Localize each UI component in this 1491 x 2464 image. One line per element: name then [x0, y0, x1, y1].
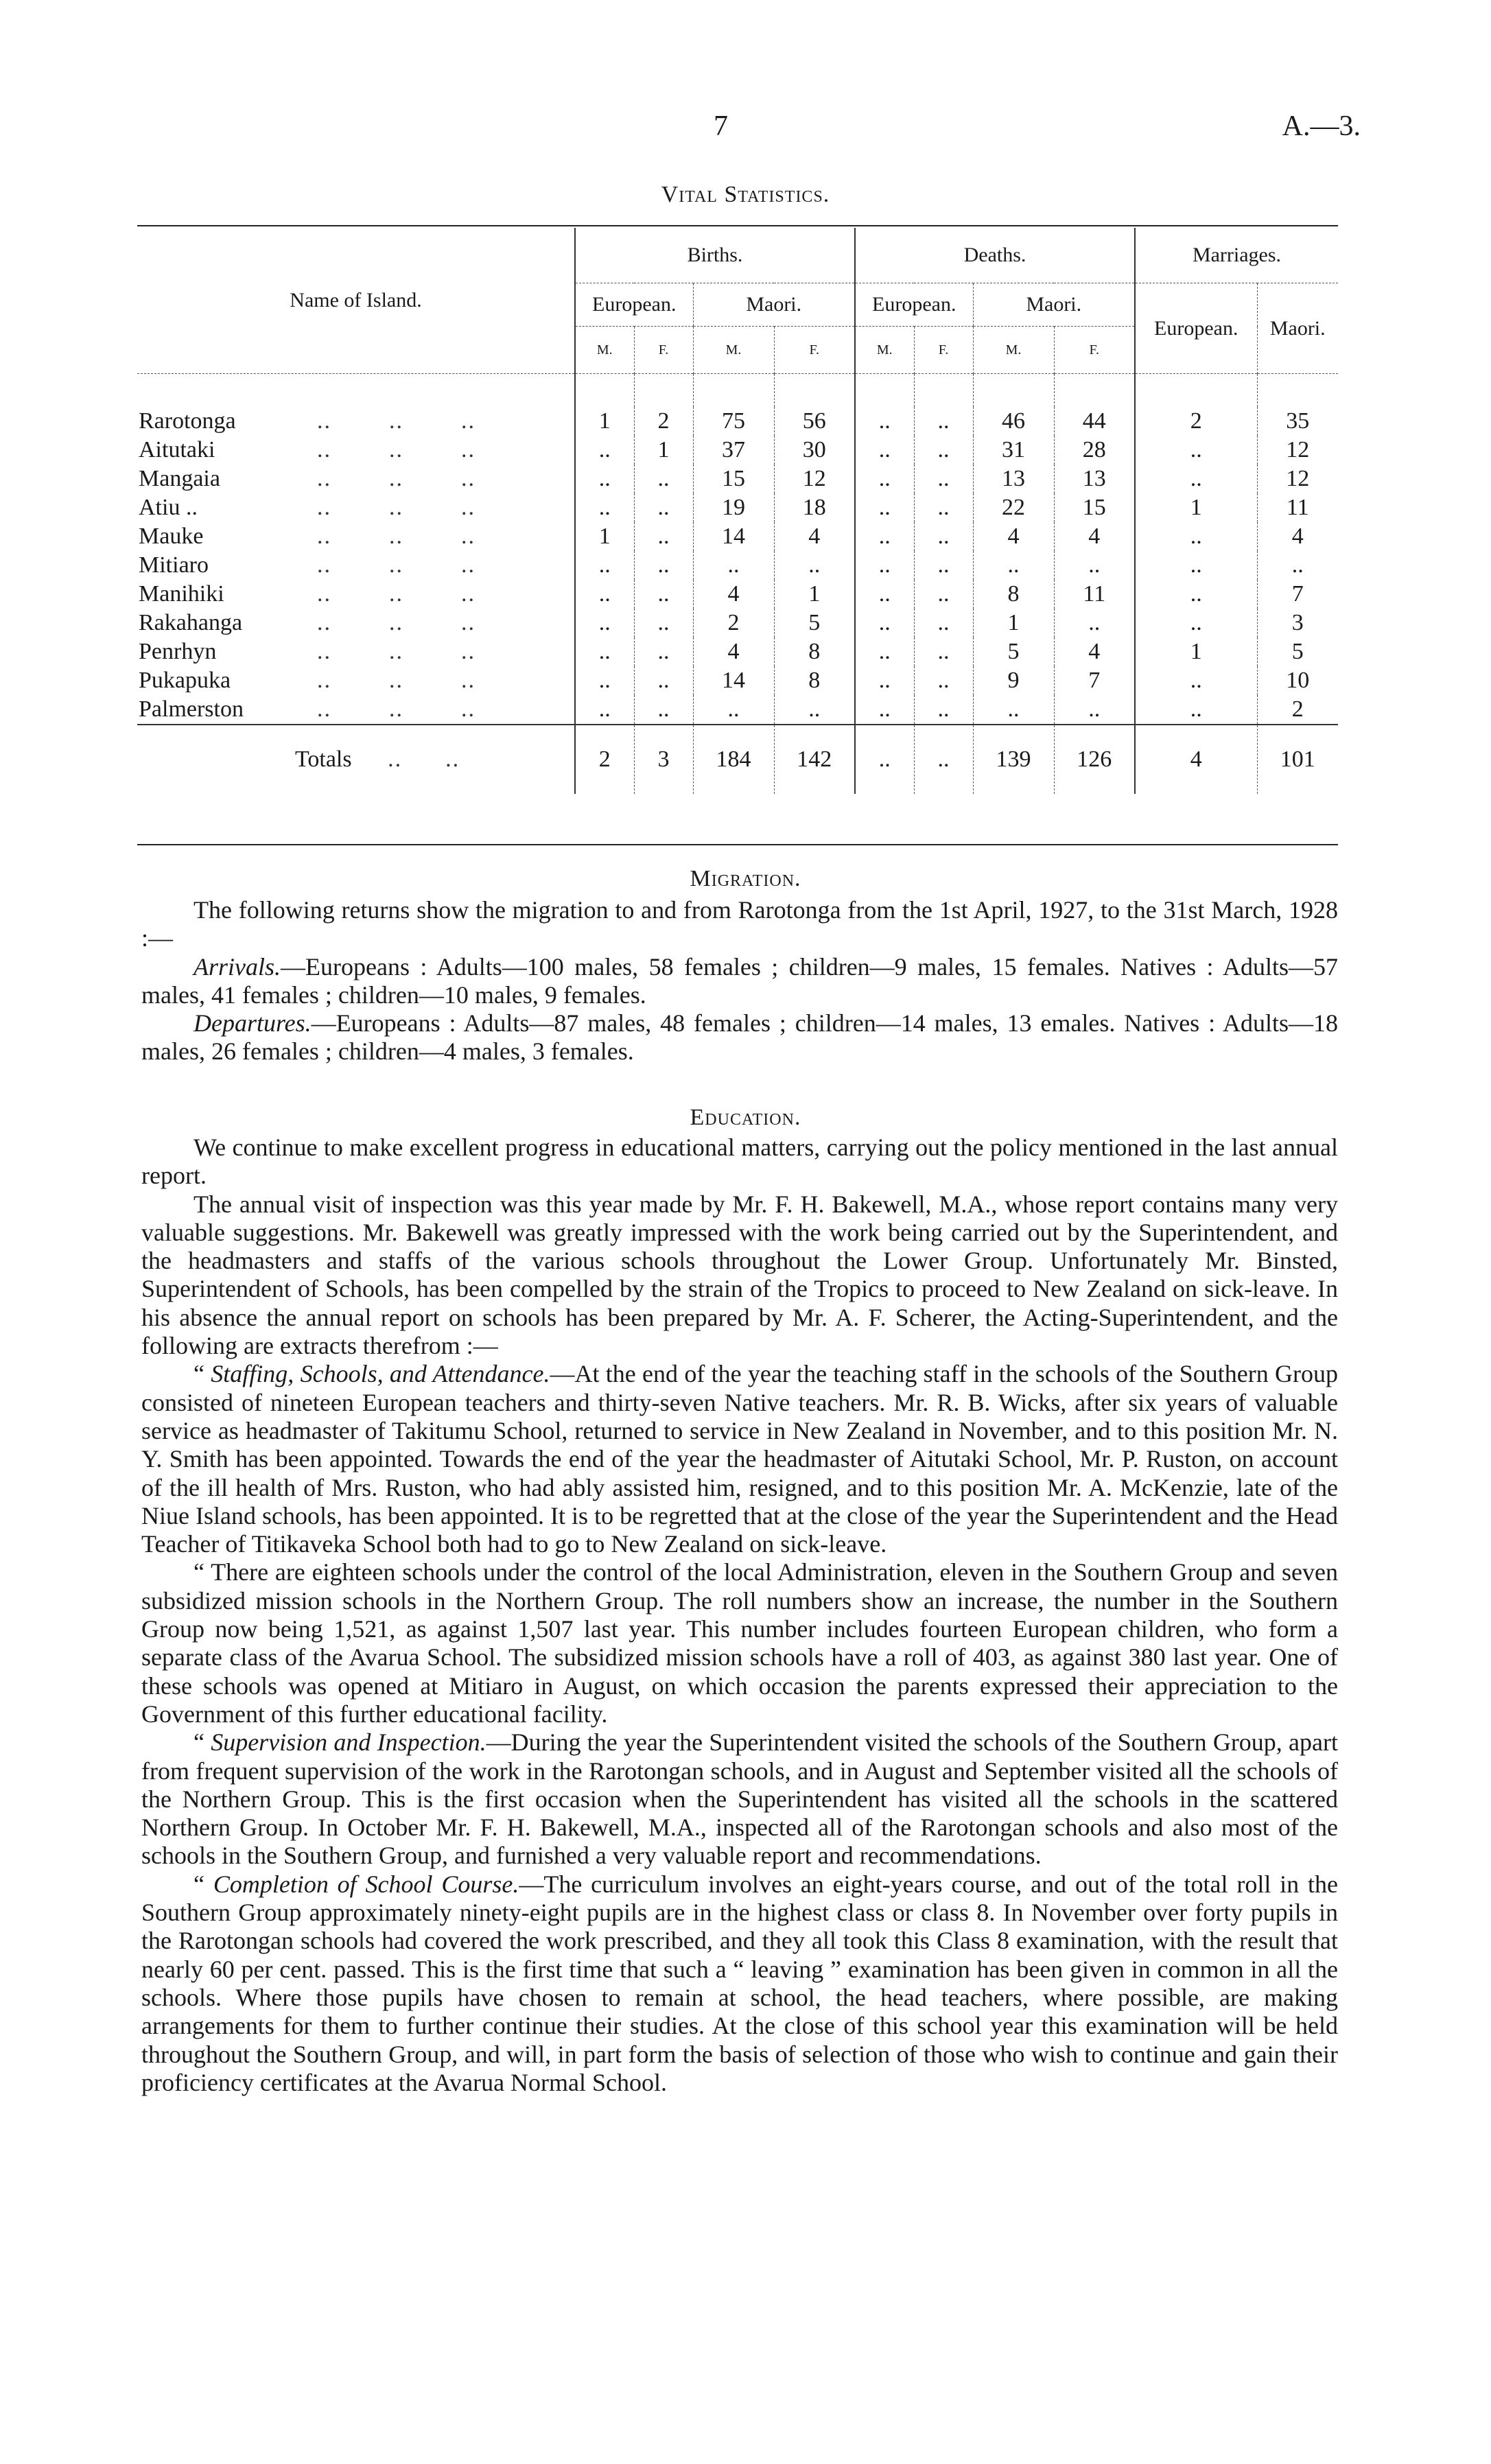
island-name: Manihiki .. .. ..: [139, 581, 476, 607]
total-cell: 3: [634, 725, 693, 794]
table-cell: 14: [693, 522, 774, 551]
table-row: [137, 407, 1338, 436]
table-cell: ..: [575, 493, 634, 522]
table-cell: 2: [693, 609, 774, 637]
sex-header: M.: [693, 327, 774, 374]
table-row: [137, 436, 1338, 465]
total-cell: 2: [575, 725, 634, 794]
table-cell: 44: [1054, 407, 1135, 436]
table-cell: 1: [575, 407, 634, 436]
table-cell: ..: [855, 580, 914, 609]
table-row: [137, 695, 1338, 725]
table-cell: ..: [575, 465, 634, 493]
island-name: Aitutaki .. .. ..: [139, 437, 476, 462]
table-cell: ..: [914, 436, 973, 465]
table-cell: 56: [774, 407, 855, 436]
table-cell: 4: [693, 580, 774, 609]
vital-statistics-title: Vital Statistics.: [661, 182, 830, 207]
table-cell: 35: [1257, 407, 1338, 436]
table-row: [137, 522, 1338, 551]
total-cell: 101: [1257, 725, 1338, 794]
migration-intro: The following returns show the migration to and from Rarotonga from the 1st April, 1927, to the 31st March, 1928 :—: [141, 896, 1338, 952]
table-cell: ..: [914, 551, 973, 580]
table-row: [137, 666, 1338, 695]
table-cell: ..: [914, 522, 973, 551]
island-name: Pukapuka .. .. ..: [139, 668, 476, 693]
table-cell: 15: [1054, 493, 1135, 522]
table-cell: ..: [1135, 465, 1257, 493]
table-cell: ..: [1135, 551, 1257, 580]
table-cell: 19: [693, 493, 774, 522]
vital-statistics-table: [137, 228, 1338, 794]
table-cell: ..: [575, 436, 634, 465]
island-name: Penrhyn .. .. ..: [139, 639, 476, 664]
table-cell: 7: [1054, 666, 1135, 695]
table-cell: ..: [634, 493, 693, 522]
table-cell: ..: [693, 695, 774, 725]
table-cell: ..: [1054, 695, 1135, 725]
total-cell: 126: [1054, 725, 1135, 794]
table-cell: 22: [973, 493, 1054, 522]
deaths-european-header: European.: [855, 283, 973, 327]
table-cell: 4: [1054, 637, 1135, 666]
migration-section: [141, 896, 1338, 1066]
table-cell: 12: [1257, 436, 1338, 465]
document-reference: A.—3.: [1282, 110, 1361, 142]
table-cell: ..: [1135, 580, 1257, 609]
table-cell: ..: [1257, 551, 1338, 580]
table-cell: ..: [575, 666, 634, 695]
table-cell: ..: [914, 580, 973, 609]
table-cell: ..: [855, 465, 914, 493]
education-title: Education.: [690, 1105, 801, 1130]
table-cell: 13: [1054, 465, 1135, 493]
births-european-header: European.: [575, 283, 693, 327]
table-cell: ..: [774, 551, 855, 580]
sex-header: F.: [914, 327, 973, 374]
table-cell: 12: [774, 465, 855, 493]
education-paragraph: “ Completion of School Course.—The curriculum involves an eight-years course, and out of the total roll in the Southern Group approximately ninety-eight pupils are in the highest class or class 8. In November over forty pupils in the Rarotongan schools had covered the work prescribed, and they all took this Class 8 examination, with the result that nearly 60 per cent. passed. This is the first time that such a “ leaving ” examination has been given in common in all the schools. Where those pupils have chosen to remain at school, the head teachers, where possible, are making arrangements for them to further continue their studies. At the close of this school year this examination will be held throughout the Southern Group, and will, in part form the basis of selection of those who wish to continue and gain their proficiency certificates at the Avarua Normal School.: [141, 1870, 1338, 2096]
education-paragraph: “ Supervision and Inspection.—During the year the Superintendent visited the schools of the Southern Group, apart from frequent supervision of the work in the Rarotongan schools, and in August and September visited all the schools of the Northern Group. This is the first occasion when the Superintendent has visited all the schools in the scattered Northern Group. In October Mr. F. H. Bakewell, M.A., inspected all of the Rarotongan schools and also most of the schools in the Southern Group, and furnished a very valuable report and recommendations.: [141, 1728, 1338, 1870]
table-cell: 31: [973, 436, 1054, 465]
table-cell: ..: [855, 609, 914, 637]
table-cell: 75: [693, 407, 774, 436]
sex-header: M.: [575, 327, 634, 374]
table-cell: 12: [1257, 465, 1338, 493]
table-cell: 4: [693, 637, 774, 666]
table-row: [137, 580, 1338, 609]
totals-label: Totals .. ..: [137, 725, 575, 794]
deaths-maori-header: Maori.: [973, 283, 1135, 327]
table-cell: ..: [1054, 551, 1135, 580]
table-cell: 5: [973, 637, 1054, 666]
page-number: 7: [714, 110, 728, 142]
table-cell: ..: [634, 580, 693, 609]
table-cell: 4: [1054, 522, 1135, 551]
table-cell: 1: [1135, 493, 1257, 522]
table-cell: 1: [634, 436, 693, 465]
table-cell: 2: [634, 407, 693, 436]
table-bottom-rule: [137, 844, 1338, 845]
table-cell: ..: [634, 522, 693, 551]
education-paragraph: “ There are eighteen schools under the control of the local Administration, eleven in the Southern Group and seven subsidized mission schools in the Northern Group. The roll numbers show an increase, the number in the Southern Group now being 1,521, as against 1,507 last year. This number includes fourteen European children, who form a separate class of the Avarua School. The subsidized mission schools have a roll of 403, as against 380 last year. One of these schools was opened at Mitiaro in August, on which occasion the parents expressed their appreciation to the Government of this further educational facility.: [141, 1558, 1338, 1728]
table-cell: ..: [1135, 609, 1257, 637]
table-row: [137, 637, 1338, 666]
table-top-rule: [137, 225, 1338, 226]
table-cell: 8: [774, 637, 855, 666]
island-name: Mauke .. .. ..: [139, 524, 476, 549]
table-cell: 2: [1257, 695, 1338, 725]
totals-row: [137, 725, 1338, 794]
island-name: Mitiaro .. .. ..: [139, 552, 476, 578]
table-cell: ..: [693, 551, 774, 580]
table-cell: ..: [575, 695, 634, 725]
col-header-marriages: Marriages.: [1135, 228, 1338, 283]
table-cell: ..: [634, 695, 693, 725]
table-cell: ..: [575, 637, 634, 666]
table-cell: ..: [914, 637, 973, 666]
island-name: Atiu .. .. .. ..: [139, 495, 476, 520]
table-cell: ..: [855, 551, 914, 580]
table-cell: 1: [973, 609, 1054, 637]
education-paragraph: “ Staffing, Schools, and Attendance.—At the end of the year the teaching staff in the schools of the Southern Group consisted of nineteen European teachers and thirty-seven Native teachers. Mr. R. B. Wicks, after six years of valuable service as headmaster of Takitumu School, returned to service in New Zealand in November, and to this position Mr. N. Y. Smith has been appointed. Towards the end of the year the headmaster of Aitutaki School, Mr. P. Ruston, on account of the ill health of Mrs. Ruston, who had ably assisted him, resigned, and to this position Mr. A. McKenzie, late of the Niue Island schools, has been appointed. It is to be regretted that at the close of the year the Superintendent and the Head Teacher of Titikaveka School both had to go to New Zealand on sick-leave.: [141, 1360, 1338, 1558]
table-cell: ..: [973, 551, 1054, 580]
table-cell: 1: [774, 580, 855, 609]
marriages-maori-header: Maori.: [1257, 283, 1338, 374]
table-cell: ..: [634, 465, 693, 493]
table-cell: ..: [855, 493, 914, 522]
table-cell: ..: [914, 465, 973, 493]
table-cell: 5: [774, 609, 855, 637]
table-row: [137, 465, 1338, 493]
island-name: Rakahanga .. .. ..: [139, 610, 476, 635]
total-cell: 4: [1135, 725, 1257, 794]
table-cell: 4: [774, 522, 855, 551]
total-cell: 139: [973, 725, 1054, 794]
total-cell: ..: [855, 725, 914, 794]
table-cell: ..: [914, 493, 973, 522]
table-cell: ..: [855, 637, 914, 666]
table-row: [137, 493, 1338, 522]
table-cell: 2: [1135, 407, 1257, 436]
table-cell: 1: [1135, 637, 1257, 666]
table-cell: 37: [693, 436, 774, 465]
table-cell: ..: [1054, 609, 1135, 637]
total-cell: ..: [914, 725, 973, 794]
table-cell: ..: [634, 637, 693, 666]
table-cell: ..: [855, 522, 914, 551]
sex-header: M.: [973, 327, 1054, 374]
col-header-deaths: Deaths.: [855, 228, 1135, 283]
table-cell: 10: [1257, 666, 1338, 695]
table-cell: 5: [1257, 637, 1338, 666]
table-row: [137, 551, 1338, 580]
total-cell: 142: [774, 725, 855, 794]
table-cell: 46: [973, 407, 1054, 436]
table-cell: 7: [1257, 580, 1338, 609]
births-maori-header: Maori.: [693, 283, 855, 327]
table-cell: ..: [973, 695, 1054, 725]
table-cell: ..: [634, 609, 693, 637]
table-cell: 11: [1054, 580, 1135, 609]
table-cell: 30: [774, 436, 855, 465]
table-cell: ..: [855, 666, 914, 695]
table-cell: ..: [914, 407, 973, 436]
table-cell: ..: [575, 551, 634, 580]
table-cell: 1: [575, 522, 634, 551]
island-name: Mangaia .. .. ..: [139, 466, 476, 491]
table-cell: ..: [914, 666, 973, 695]
table-cell: ..: [1135, 666, 1257, 695]
table-cell: ..: [914, 609, 973, 637]
table-cell: ..: [575, 580, 634, 609]
sex-header: M.: [855, 327, 914, 374]
table-cell: ..: [634, 551, 693, 580]
table-cell: ..: [774, 695, 855, 725]
table-cell: ..: [855, 436, 914, 465]
table-cell: ..: [1135, 522, 1257, 551]
table-cell: 18: [774, 493, 855, 522]
island-name: Palmerston .. .. ..: [139, 696, 476, 722]
table-cell: 28: [1054, 436, 1135, 465]
col-header-births: Births.: [575, 228, 855, 283]
table-cell: 13: [973, 465, 1054, 493]
table-cell: 4: [973, 522, 1054, 551]
sex-header: F.: [634, 327, 693, 374]
table-row: [137, 609, 1338, 637]
table-cell: 14: [693, 666, 774, 695]
table-cell: 9: [973, 666, 1054, 695]
marriages-european-header: European.: [1135, 283, 1257, 374]
migration-title: Migration.: [690, 866, 801, 891]
table-cell: 11: [1257, 493, 1338, 522]
migration-departures: Departures.—Europeans : Adults—87 males, 48 females ; children—14 males, 13 emales. Natives : Adults—18 males, 26 females ; children—4 males, 3 females.: [141, 1009, 1338, 1066]
table-cell: ..: [575, 609, 634, 637]
table-cell: ..: [634, 666, 693, 695]
table-cell: 3: [1257, 609, 1338, 637]
table-cell: ..: [1135, 436, 1257, 465]
education-paragraph: The annual visit of inspection was this year made by Mr. F. H. Bakewell, M.A., whose report contains many very valuable suggestions. Mr. Bakewell was greatly impressed with the work being carried out by the Superintendent, and the headmasters and staffs of the various schools throughout the Lower Group. Unfortunately Mr. Binsted, Superintendent of Schools, has been compelled by the strain of the Tropics to proceed to New Zealand on sick-leave. In his absence the annual report on schools has been prepared by Mr. A. F. Scherer, the Acting-Superintendent, and the following are extracts therefrom :—: [141, 1190, 1338, 1360]
education-section: [141, 1134, 1338, 2097]
migration-arrivals: Arrivals.—Europeans : Adults—100 males, 58 females ; children—9 males, 15 females. Natives : Adults—57 males, 41 females ; children—10 males, 9 females.: [141, 952, 1338, 1009]
sex-header: F.: [774, 327, 855, 374]
table-cell: 15: [693, 465, 774, 493]
table-cell: ..: [1135, 695, 1257, 725]
total-cell: 184: [693, 725, 774, 794]
table-cell: 4: [1257, 522, 1338, 551]
education-paragraph: We continue to make excellent progress in educational matters, carrying out the policy mentioned in the last annual report.: [141, 1134, 1338, 1190]
table-cell: ..: [855, 407, 914, 436]
table-cell: ..: [855, 695, 914, 725]
table-cell: 8: [973, 580, 1054, 609]
col-header-name: Name of Island.: [290, 289, 422, 312]
sex-header: F.: [1054, 327, 1135, 374]
island-name: Rarotonga .. .. ..: [139, 408, 476, 434]
table-cell: 8: [774, 666, 855, 695]
table-cell: ..: [914, 695, 973, 725]
